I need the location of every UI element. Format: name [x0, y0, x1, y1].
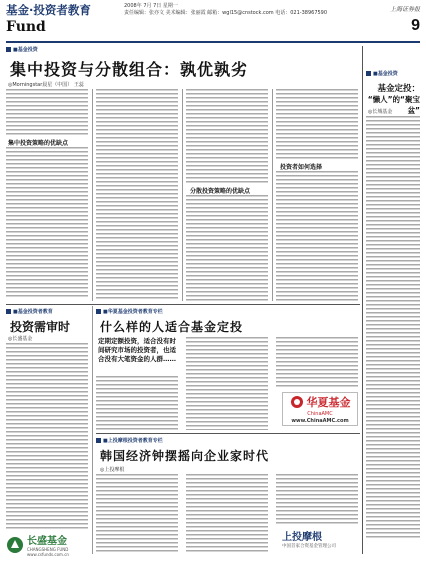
logo-url: www.csfunds.com.cn [27, 552, 69, 557]
body-text [96, 474, 178, 554]
square-icon [6, 309, 11, 314]
square-icon [366, 71, 371, 76]
kicker-label: ■华夏基金投资者教育专栏 [103, 309, 163, 315]
right-title: 基金定投： [377, 84, 420, 94]
body-text [6, 89, 88, 135]
column-divider [92, 89, 93, 301]
kicker-label: ■基金投资者教育 [13, 309, 53, 315]
header-rule [6, 41, 420, 43]
changsheng-logo [6, 532, 69, 557]
square-icon [96, 309, 101, 314]
editor-line: 责任编辑：张亦文 美术编辑：张丽霞 邮箱：wgl15@cnstock.com 电话：021-38967590 [124, 10, 328, 16]
right-title-2: “懒人”的“聚宝盆” [367, 95, 420, 115]
main-kicker [6, 46, 38, 53]
left-byline: ◎长盛基金 [8, 336, 33, 342]
mid-title: 什么样的人适合基金定投 [100, 320, 244, 334]
section-head-2: 分散投资策略的优缺点 [190, 188, 251, 195]
chinaamc-logo [282, 392, 358, 426]
body-text [276, 89, 358, 159]
left-kicker [6, 308, 53, 315]
section-head-1: 集中投资策略的优缺点 [8, 140, 69, 147]
logo-sub: 中国首家合资基金管理公司 [282, 544, 336, 549]
body-text [6, 343, 88, 529]
page-number: 9 [411, 17, 420, 34]
page-header [6, 2, 420, 42]
body-text [96, 376, 178, 430]
column-divider [92, 306, 93, 554]
square-icon [96, 438, 101, 443]
section-rule [6, 304, 360, 305]
kicker-label: ■基金投资 [373, 71, 398, 77]
mid-kicker [96, 308, 163, 315]
paper-name: 上海证券报 [389, 6, 420, 13]
section-rule [96, 433, 360, 434]
section-title: 基金·投资者教育 [6, 3, 91, 17]
logo-name: 华夏基金 [306, 396, 351, 409]
body-text [186, 337, 268, 430]
section-head-3: 投资者如何选择 [280, 164, 323, 171]
column-divider [182, 89, 183, 301]
body-text [6, 147, 88, 299]
logo-sub: CHANGSHENG FUND [27, 547, 69, 552]
bottom-title: 韩国经济钟摆摇向企业家时代 [100, 449, 270, 463]
logo-name: 上投摩根 [282, 532, 322, 543]
bottom-kicker [96, 437, 163, 444]
logo-name: 长盛基金 [27, 536, 67, 547]
body-text [186, 195, 268, 301]
body-text [186, 474, 268, 554]
masthead-meta [124, 3, 364, 17]
bottom-byline: ◎上投摩根 [100, 467, 125, 473]
kicker-label: ■上投摩根投资者教育专栏 [103, 438, 163, 444]
touzimogen-logo [282, 528, 336, 549]
body-text [276, 474, 358, 524]
right-byline: ◎长城基金 [368, 109, 393, 115]
date-line: 2008年 7月 7日 星期一 [124, 3, 178, 9]
body-text [186, 89, 268, 183]
square-icon [6, 47, 11, 52]
body-text [276, 171, 358, 301]
body-text [366, 116, 420, 540]
mid-pull-quote: 定期定额投资，适合没有时间研究市场的投资者，也适合没有大笔资金的人群…… [98, 337, 176, 363]
logo-url: www.ChinaAMC.com [291, 418, 349, 424]
left-title: 投资需审时 [10, 320, 71, 334]
chinaamc-logo-icon [290, 395, 304, 409]
right-kicker [366, 70, 398, 77]
logo-sub: ChinaAMC [307, 411, 333, 417]
right-column-divider [362, 46, 363, 554]
main-byline: ◎Morningstar晨星（中国） 王蕊 [8, 82, 84, 88]
kicker-label: ■基金投资 [13, 47, 38, 53]
body-text [96, 89, 178, 301]
changsheng-logo-icon [6, 536, 24, 554]
column-divider [272, 89, 273, 301]
body-text [276, 337, 358, 387]
fund-label: Fund [6, 19, 46, 35]
main-title: 集中投资与分散组合：孰优孰劣 [10, 60, 249, 79]
